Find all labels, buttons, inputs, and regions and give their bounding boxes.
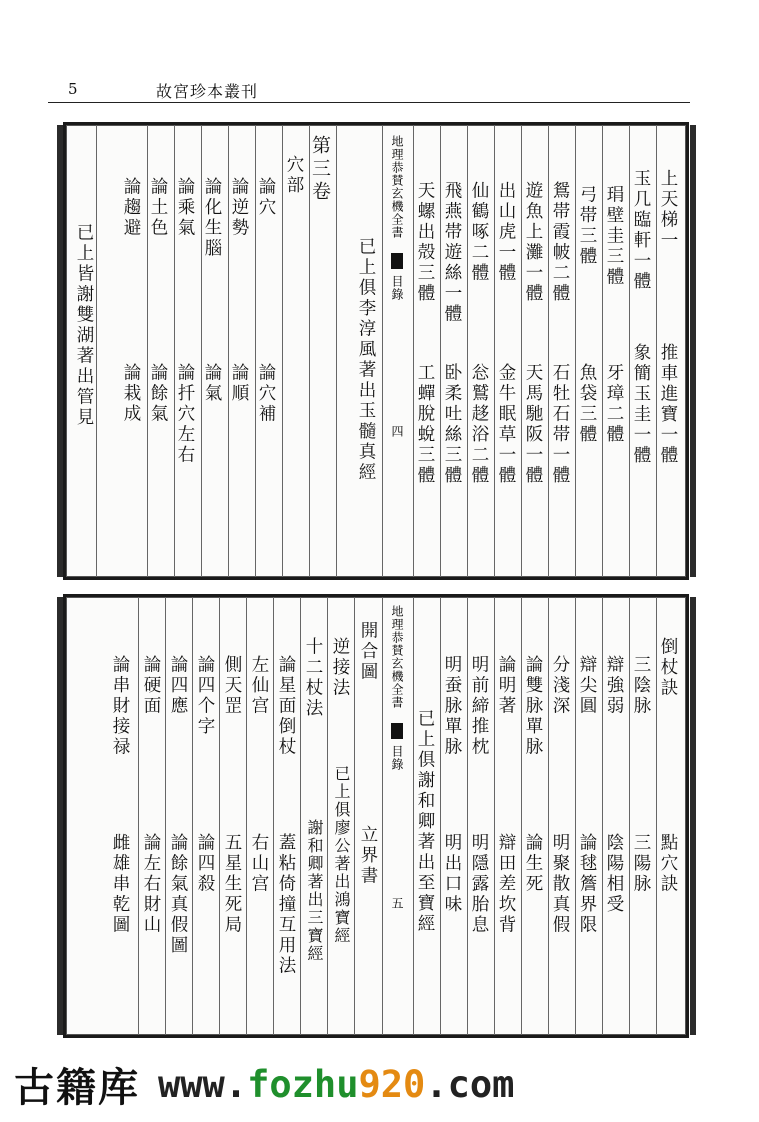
toc-entry: 論星面倒杖 bbox=[276, 655, 296, 758]
toc-entry: 遊魚上灘一體 bbox=[523, 181, 543, 304]
attribution-note: 已上俱李淳風著出玉髓真經 bbox=[356, 237, 376, 483]
toc-entry: 陰陽相受 bbox=[604, 833, 624, 915]
toc-entry: 出山虎一體 bbox=[496, 181, 516, 284]
url-orange-part: 920 bbox=[358, 1062, 426, 1106]
toc-entry: 玉几臨軒一體 bbox=[631, 169, 651, 292]
toc-entry: 魚袋三體 bbox=[577, 363, 597, 445]
toc-entry: 論明著 bbox=[496, 655, 516, 717]
top-scanned-page bbox=[63, 122, 689, 580]
scan-edge-left bbox=[57, 125, 63, 577]
column-rule bbox=[656, 597, 657, 1035]
center-folio: 五 bbox=[390, 897, 404, 910]
center-section: 目錄 bbox=[390, 275, 404, 301]
toc-entry: 牙璋二體 bbox=[604, 363, 624, 445]
column-rule bbox=[246, 597, 247, 1035]
toc-entry: 明蚕脉單脉 bbox=[442, 655, 462, 758]
column-rule bbox=[382, 125, 383, 577]
toc-entry: 論生死 bbox=[523, 833, 543, 895]
column-rule bbox=[494, 597, 495, 1035]
toc-entry: 論餘氣 bbox=[148, 363, 168, 425]
toc-entry: 論左右財山 bbox=[141, 833, 161, 936]
column-rule bbox=[382, 597, 383, 1035]
column-rule bbox=[521, 125, 522, 577]
toc-entry: 論乘氣 bbox=[175, 177, 195, 239]
section-heading: 穴部 bbox=[284, 155, 304, 196]
column-rule bbox=[413, 597, 414, 1035]
center-book-title: 地理恭賛玄機全書 bbox=[390, 135, 404, 239]
toc-entry: 明出口味 bbox=[442, 833, 462, 915]
toc-entry: 右山宫 bbox=[249, 833, 269, 895]
column-rule bbox=[138, 597, 139, 1035]
toc-entry: 論毬簷界限 bbox=[577, 833, 597, 936]
column-rule bbox=[548, 125, 549, 577]
toc-entry: 象簡玉圭一體 bbox=[631, 343, 651, 466]
column-rule bbox=[282, 125, 283, 577]
toc-entry: 弓帯三體 bbox=[577, 185, 597, 267]
toc-entry: 分淺深 bbox=[550, 655, 570, 717]
toc-entry: 明前締推枕 bbox=[469, 655, 489, 758]
toc-entry: 論土色 bbox=[148, 177, 168, 239]
toc-entry: 論硬面 bbox=[141, 655, 161, 717]
column-rule bbox=[300, 597, 301, 1035]
toc-entry: 點穴訣 bbox=[658, 833, 678, 895]
toc-entry: 辯田差坎背 bbox=[496, 833, 516, 936]
column-rule bbox=[165, 597, 166, 1035]
column-rule bbox=[656, 125, 657, 577]
toc-entry: 逆接法 bbox=[330, 637, 350, 699]
column-rule bbox=[602, 125, 603, 577]
toc-entry: 論扦穴左右 bbox=[175, 363, 195, 466]
toc-entry: 鴛帯霞帔二體 bbox=[550, 181, 570, 304]
toc-entry: 推車進寶一體 bbox=[658, 343, 678, 466]
toc-entry: 天馬馳阪一體 bbox=[523, 363, 543, 486]
column-rule bbox=[96, 125, 97, 577]
toc-entry: 五星生死局 bbox=[222, 833, 242, 936]
column-rule bbox=[602, 597, 603, 1035]
attribution-note: 已上皆謝雙湖著出管見 bbox=[74, 223, 94, 428]
column-rule bbox=[575, 597, 576, 1035]
chapter-heading: 第三卷 bbox=[309, 135, 331, 204]
toc-entry: 論四殺 bbox=[195, 833, 215, 895]
toc-entry: 忩鷲趍浴二體 bbox=[469, 363, 489, 486]
toc-entry: 工蟬脫蛻三體 bbox=[415, 363, 435, 486]
scan-edge-right bbox=[690, 125, 696, 577]
toc-entry: 論化生腦 bbox=[202, 177, 222, 259]
column-rule bbox=[494, 125, 495, 577]
toc-entry: 論四个字 bbox=[195, 655, 215, 737]
series-title: 故宮珍本叢刊 bbox=[156, 82, 259, 101]
center-folio: 四 bbox=[390, 425, 404, 438]
toc-entry: 左仙宫 bbox=[249, 655, 269, 717]
toc-entry: 蓋粘倚撞互用法 bbox=[276, 833, 296, 977]
url-green-part: fozhu bbox=[247, 1062, 359, 1106]
watermark-brand: 古籍库 bbox=[14, 1064, 140, 1111]
toc-entry: 上天梯一 bbox=[658, 169, 678, 251]
toc-entry: 卧柔吐絲三體 bbox=[442, 363, 462, 486]
toc-entry: 倒杖訣 bbox=[658, 637, 678, 699]
toc-entry: 論四應 bbox=[168, 655, 188, 717]
url-prefix: www. bbox=[158, 1062, 248, 1106]
attribution-note: 謝和卿著出三寶經 bbox=[305, 819, 324, 963]
column-rule bbox=[327, 597, 328, 1035]
column-rule bbox=[273, 597, 274, 1035]
toc-entry: 開合圖 bbox=[358, 621, 378, 683]
running-header bbox=[48, 78, 690, 102]
column-rule bbox=[467, 125, 468, 577]
fish-tail-mark bbox=[391, 723, 403, 739]
toc-entry: 辯尖圓 bbox=[577, 655, 597, 717]
fish-tail-mark bbox=[391, 253, 403, 269]
toc-entry: 十二杖法 bbox=[303, 637, 323, 719]
watermark-url bbox=[158, 1063, 514, 1106]
column-rule bbox=[575, 125, 576, 577]
toc-entry: 金牛眠草一體 bbox=[496, 363, 516, 486]
toc-entry: 明隱露胎息 bbox=[469, 833, 489, 936]
toc-entry: 論穴 bbox=[256, 177, 276, 218]
toc-entry: 論穴補 bbox=[256, 363, 276, 425]
toc-entry: 論趨避 bbox=[121, 177, 141, 239]
column-rule bbox=[354, 597, 355, 1035]
toc-entry: 論栽成 bbox=[121, 363, 141, 425]
toc-entry: 論順 bbox=[229, 363, 249, 404]
toc-entry: 琄壁圭三體 bbox=[604, 185, 624, 288]
toc-entry: 論氣 bbox=[202, 363, 222, 404]
column-rule bbox=[440, 125, 441, 577]
toc-entry: 明聚散真假 bbox=[550, 833, 570, 936]
page-number: 5 bbox=[68, 80, 78, 98]
column-rule bbox=[629, 125, 630, 577]
toc-entry: 論串財接禄 bbox=[110, 655, 130, 758]
toc-entry: 石牡石帯一體 bbox=[550, 363, 570, 486]
scan-edge-right bbox=[690, 597, 696, 1035]
column-rule bbox=[336, 125, 337, 577]
column-rule bbox=[413, 125, 414, 577]
column-rule bbox=[521, 597, 522, 1035]
toc-entry: 仙鶴啄二體 bbox=[469, 181, 489, 284]
site-watermark bbox=[14, 1054, 744, 1114]
url-suffix: .com bbox=[425, 1062, 515, 1106]
center-book-title: 地理恭賛玄機全書 bbox=[390, 605, 404, 709]
column-rule bbox=[440, 597, 441, 1035]
toc-entry: 立界書 bbox=[358, 825, 378, 887]
toc-entry: 三陰脉 bbox=[631, 655, 651, 717]
attribution-note: 已上俱謝和卿著出至寶經 bbox=[415, 709, 435, 935]
toc-entry: 論雙脉單脉 bbox=[523, 655, 543, 758]
toc-entry: 三陽脉 bbox=[631, 833, 651, 895]
center-section: 目錄 bbox=[390, 745, 404, 771]
attribution-note: 已上俱廖公著出鴻寶經 bbox=[332, 765, 351, 945]
bottom-scanned-page bbox=[63, 594, 689, 1038]
column-rule bbox=[192, 597, 193, 1035]
header-rule bbox=[48, 102, 690, 103]
column-rule bbox=[548, 597, 549, 1035]
column-rule bbox=[219, 597, 220, 1035]
toc-entry: 飛燕帯遊絲一體 bbox=[442, 181, 462, 325]
column-rule bbox=[467, 597, 468, 1035]
toc-entry: 側天罡 bbox=[222, 655, 242, 717]
toc-entry: 雌雄串乾圖 bbox=[110, 833, 130, 936]
column-rule bbox=[629, 597, 630, 1035]
toc-entry: 天螺出殻三體 bbox=[415, 181, 435, 304]
scan-edge-left bbox=[57, 597, 63, 1035]
toc-entry: 論餘氣真假圖 bbox=[168, 833, 188, 956]
toc-entry: 辯強弱 bbox=[604, 655, 624, 717]
toc-entry: 論逆勢 bbox=[229, 177, 249, 239]
